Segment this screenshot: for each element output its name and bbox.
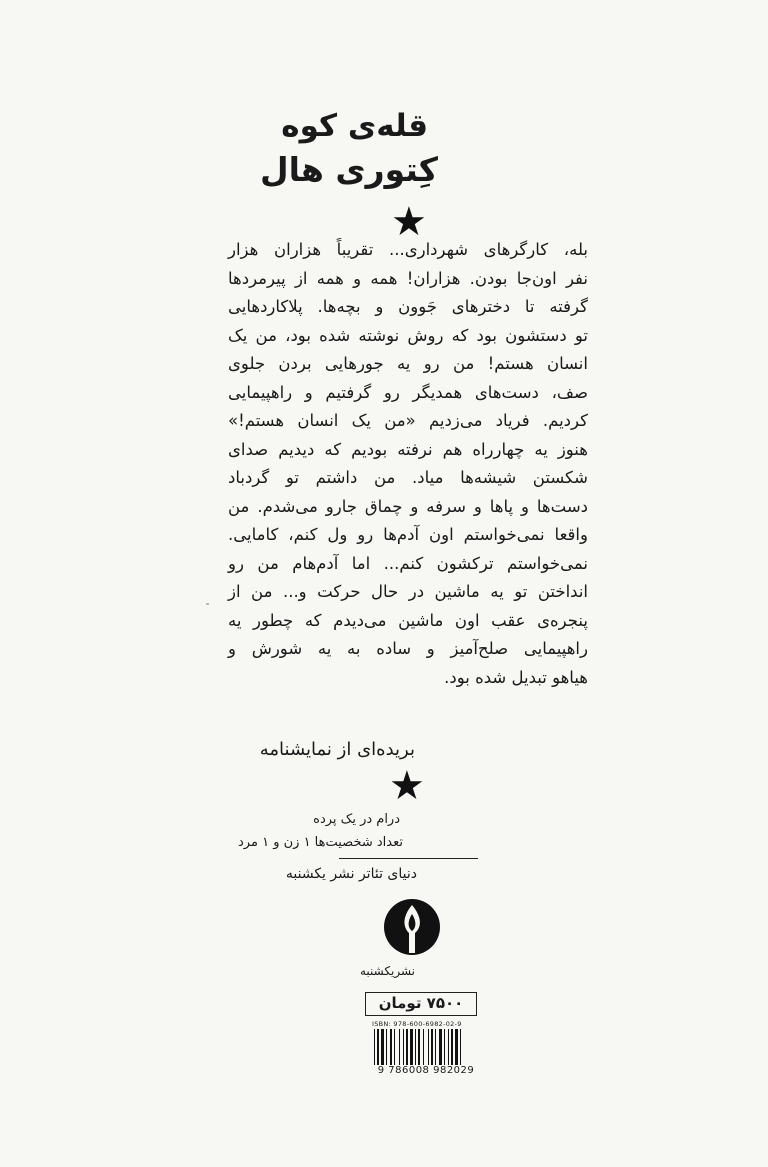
publisher-name: نشریکشنبه	[359, 964, 415, 978]
barcode-number: 9 786008 982029	[372, 1065, 480, 1076]
excerpt-line: راهپیمایی صلح‌آمیز و ساده به یه شورش و	[228, 639, 588, 658]
excerpt-line: پنجره‌ی عقب اون ماشین می‌دیدم که چطور یه	[228, 610, 588, 630]
excerpt-line: کردیم. فریاد می‌زدیم «من یک انسان هستم!»	[228, 411, 588, 430]
excerpt-line: انسان هستم! من رو یه جورهایی بردن جلوی	[228, 354, 588, 373]
series-name: دنیای تئاتر نشر یکشنبه	[285, 866, 417, 882]
excerpt-line: نمی‌خواستم ترکشون کنم... اما آدم‌هام من رو	[228, 553, 588, 573]
excerpt-line: نفر اون‌جا بودن. هزاران! همه و همه از پیرمردها	[228, 268, 588, 288]
isbn-label: ISBN: 978-600-6982-02-9	[372, 1020, 462, 1028]
excerpt-line: انداختن تو یه ماشین در حال حرکت و... من از	[228, 582, 588, 601]
excerpt-line: واقعا نمی‌خواستم اون آدم‌ها رو ول کنم، کامایی.	[228, 525, 588, 544]
excerpt-line: بله، کارگرهای شهرداری... تقریباً هزاران هزار	[228, 240, 588, 259]
excerpt-text	[228, 236, 588, 692]
genre-label: درام در یک پرده	[313, 812, 400, 827]
excerpt-line: دست‌ها و پاها و سرفه و چماق جارو می‌شدم. من	[228, 496, 588, 516]
excerpt-line: هنوز یه چهارراه هم نرفته بودیم که دیدیم صدای	[228, 439, 588, 459]
price-label: ۷۵۰۰ تومان	[365, 992, 477, 1016]
paper-speck	[206, 603, 209, 605]
book-title: قله‌ی کوه	[281, 108, 428, 144]
excerpt-line: هیاهو تبدیل شده بود.	[444, 667, 588, 687]
cast-count: تعداد شخصیت‌ها ۱ زن و ۱ مرد	[238, 835, 403, 850]
star-icon: ★	[391, 199, 427, 245]
excerpt-line: صف، دست‌های همدیگر رو گرفتیم و راهپیمایی	[228, 382, 588, 402]
excerpt-line: تو دستشون بود که روش نوشته شده بود، من یک	[228, 325, 588, 345]
excerpt-caption: بریده‌ای از نمایشنامه	[259, 739, 415, 760]
excerpt-line: شکستن شیشه‌ها میاد. من داشتم تو گردباد	[228, 468, 588, 487]
book-author: کِتوری هال	[260, 150, 438, 189]
publisher-logo-icon	[382, 897, 442, 961]
star-icon: ★	[389, 763, 425, 809]
divider	[339, 858, 478, 859]
excerpt-line: گرفته تا دخترهای جَوون و بچه‌ها. پلاکاردهایی	[228, 297, 588, 316]
